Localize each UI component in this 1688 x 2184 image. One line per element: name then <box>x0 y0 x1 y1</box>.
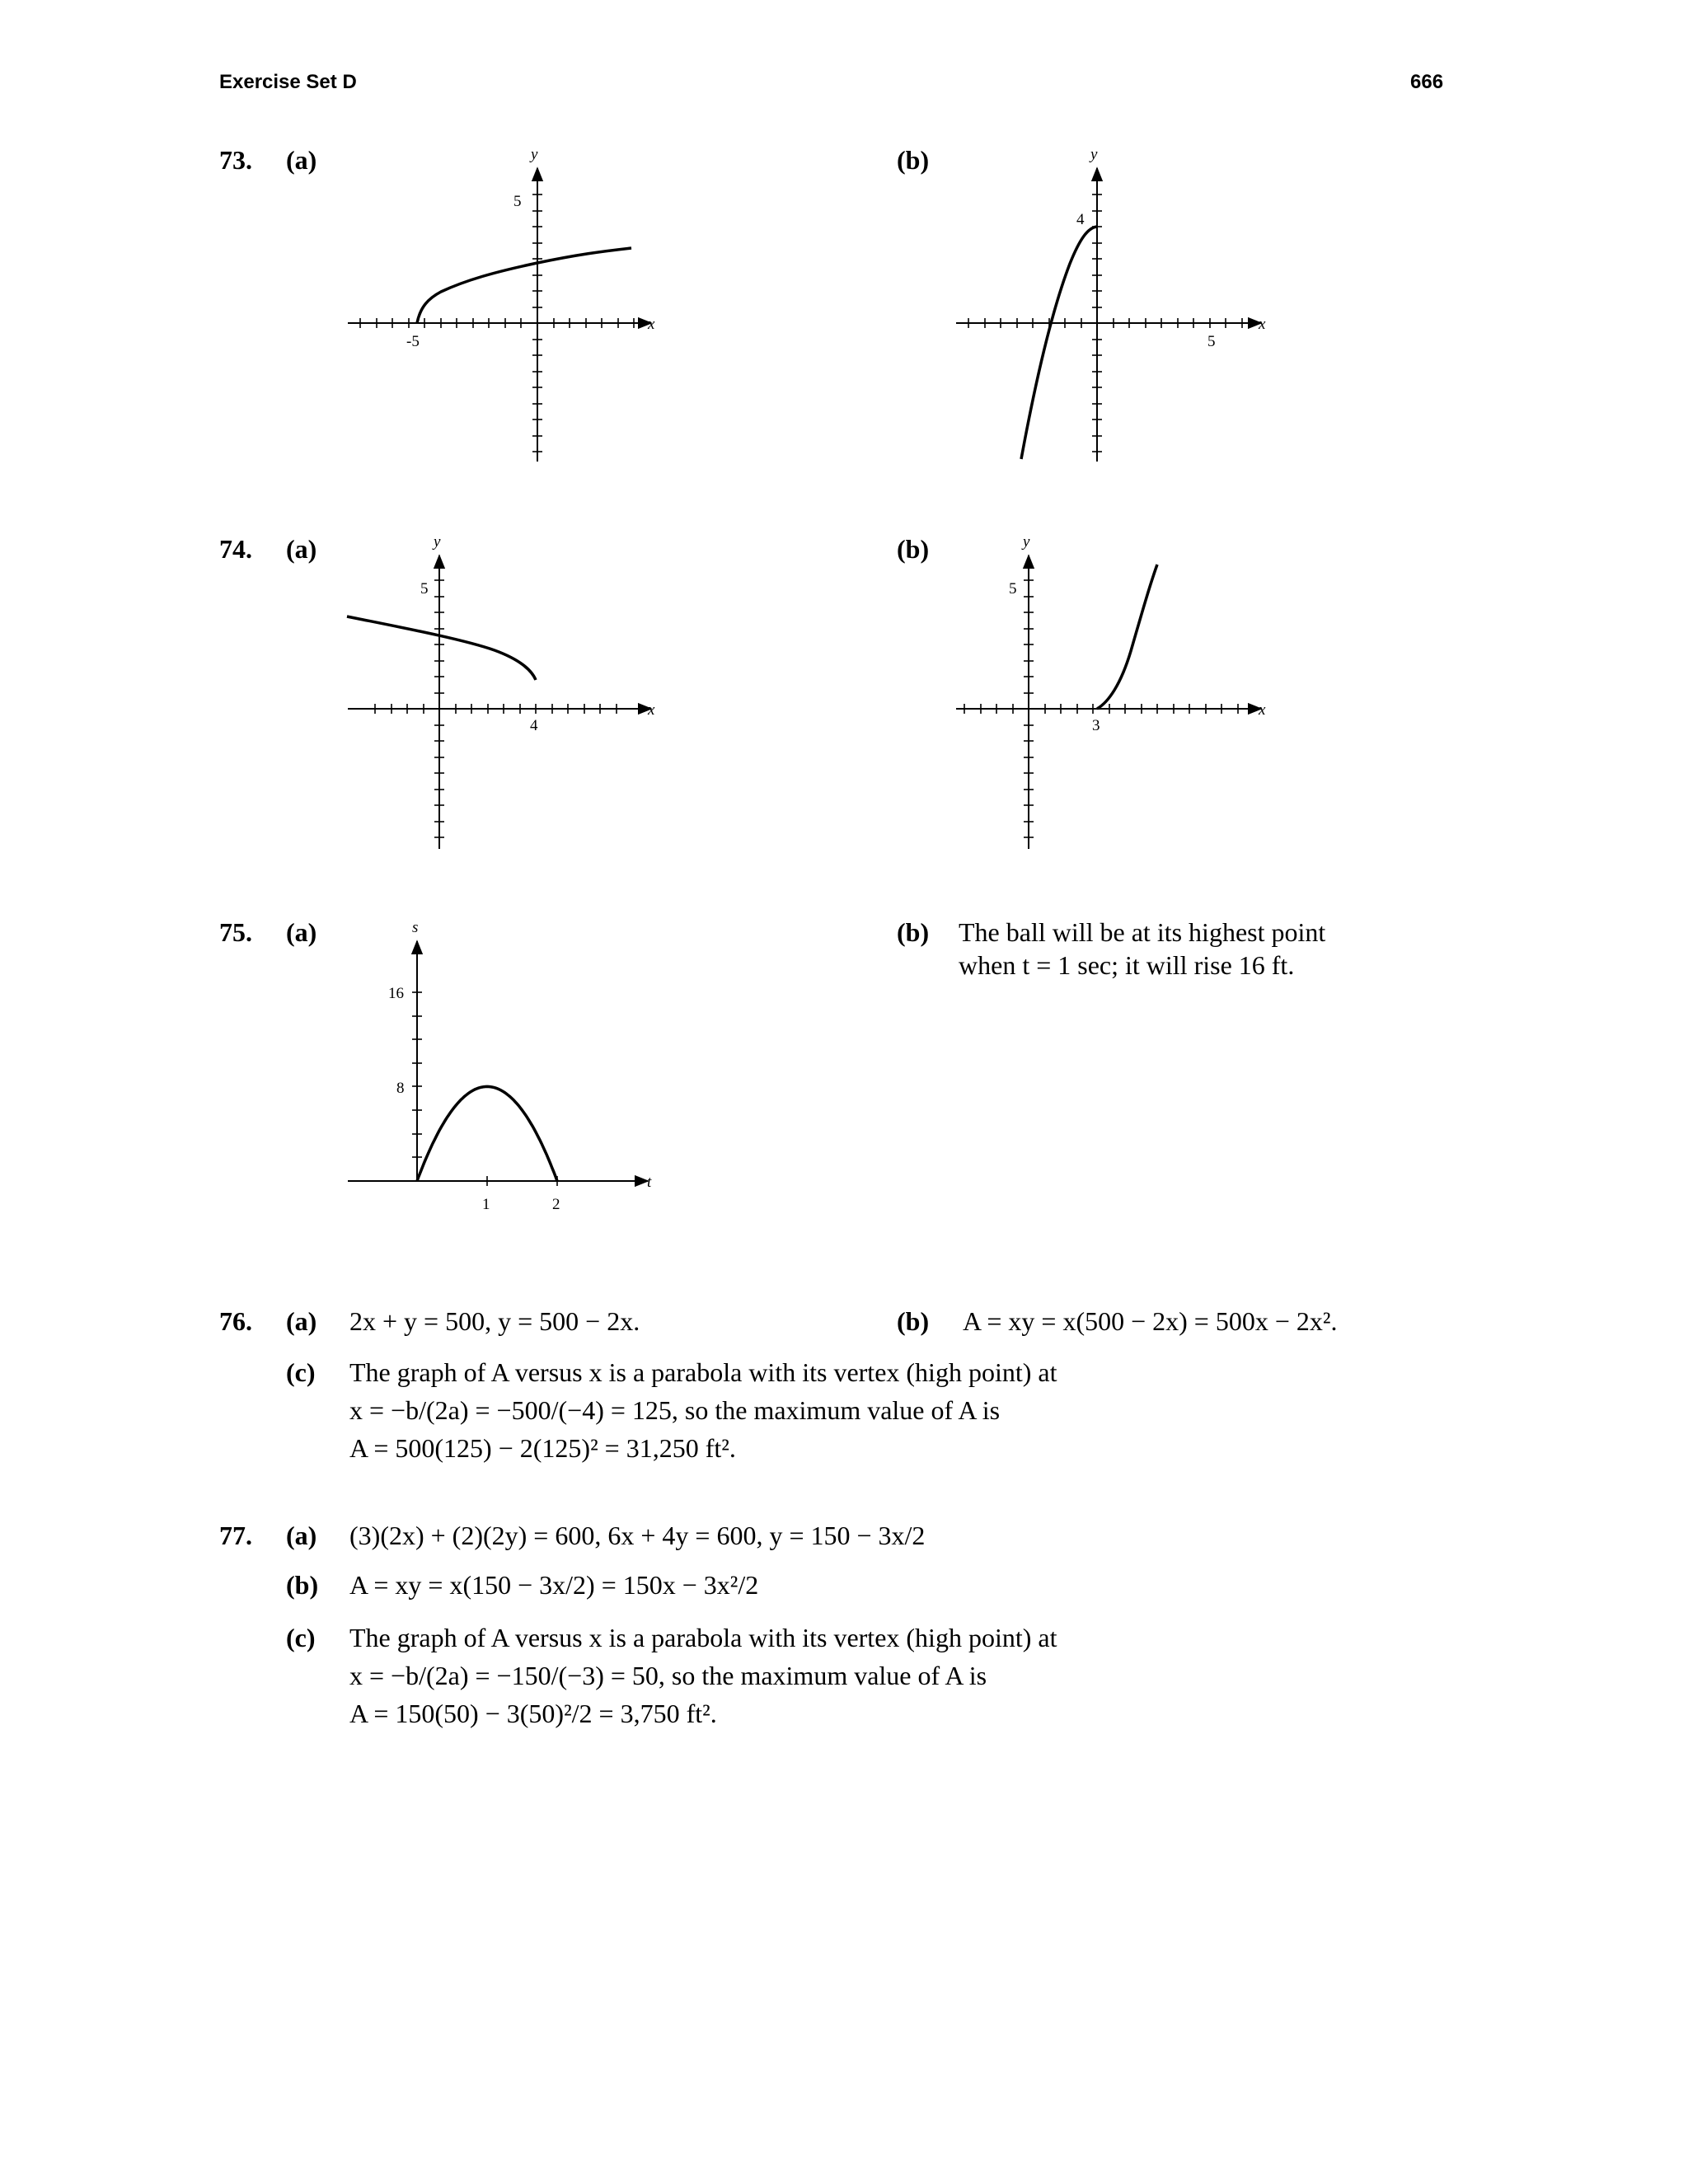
x-axis-label: x <box>648 701 655 719</box>
answer-76c-line1: The graph of A versus x is a parabola with its vertex (high point) at <box>349 1357 1057 1387</box>
y-tick-label: 5 <box>420 580 429 598</box>
part-label-75a: (a) <box>286 917 317 947</box>
part-label-77a: (a) <box>286 1521 317 1550</box>
problem-number-74: 74. <box>219 534 252 564</box>
y-tick-label: 5 <box>513 193 522 210</box>
answer-77a: (3)(2x) + (2)(2y) = 600, 6x + 4y = 600, y = 150 − 3x/2 <box>349 1521 926 1550</box>
graph-75a <box>348 919 652 1213</box>
y-axis-label: y <box>1090 146 1098 163</box>
problem-number-77: 77. <box>219 1521 252 1550</box>
y-tick-label: 4 <box>1076 211 1085 228</box>
x-axis-label: t <box>647 1174 652 1191</box>
answer-76b: A = xy = x(500 − 2x) = 500x − 2x². <box>963 1306 1338 1336</box>
graph-74a <box>347 533 655 849</box>
problem-number-75: 75. <box>219 917 252 947</box>
part-label-76c: (c) <box>286 1357 316 1387</box>
curve <box>417 248 631 323</box>
curve <box>347 616 536 680</box>
part-label-73b: (b) <box>897 145 930 175</box>
curve <box>1097 565 1157 709</box>
y-tick-label-16: 16 <box>388 985 404 1002</box>
part-label-77c: (c) <box>286 1623 316 1652</box>
section-title: Exercise Set D <box>219 71 357 93</box>
part-label-75b: (b) <box>897 917 930 947</box>
graph-73a <box>348 146 655 462</box>
x-axis-label: x <box>1259 701 1266 719</box>
x-tick-label-2: 2 <box>552 1196 560 1213</box>
page-number: 666 <box>1410 71 1444 93</box>
part-label-77b: (b) <box>286 1570 319 1600</box>
x-axis-label: x <box>1259 316 1266 333</box>
part-label-76a: (a) <box>286 1306 317 1336</box>
part-label-74a: (a) <box>286 534 317 564</box>
y-axis-label: s <box>412 919 419 936</box>
answer-77c-line2: x = −b/(2a) = −150/(−3) = 50, so the maximum value of A is <box>349 1661 987 1690</box>
curve <box>1021 227 1097 459</box>
part-label-73a: (a) <box>286 145 317 175</box>
answer-75b-line1: The ball will be at its highest point <box>959 917 1326 947</box>
y-tick-label: 5 <box>1009 580 1017 598</box>
part-label-76b: (b) <box>897 1306 930 1336</box>
problem-number-76: 76. <box>219 1306 252 1336</box>
y-axis-label: y <box>531 146 538 163</box>
x-tick-label: 4 <box>530 717 538 734</box>
problem-number-73: 73. <box>219 145 252 175</box>
x-tick-label: -5 <box>406 333 420 350</box>
y-axis-label: y <box>1023 533 1030 551</box>
answer-76c-line3: A = 500(125) − 2(125)² = 31,250 ft². <box>349 1433 736 1463</box>
y-axis-label: y <box>434 533 441 551</box>
answer-77c-line1: The graph of A versus x is a parabola with its vertex (high point) at <box>349 1623 1057 1652</box>
answer-77c-line3: A = 150(50) − 3(50)²/2 = 3,750 ft². <box>349 1699 717 1728</box>
graph-73b <box>956 146 1266 462</box>
x-tick-label: 5 <box>1207 333 1216 350</box>
answer-76a: 2x + y = 500, y = 500 − 2x. <box>349 1306 640 1336</box>
x-tick-label: 3 <box>1092 717 1100 734</box>
curve <box>417 1086 557 1181</box>
x-tick-label-1: 1 <box>482 1196 490 1213</box>
y-tick-label-8: 8 <box>396 1080 405 1097</box>
x-axis-label: x <box>648 316 655 333</box>
part-label-74b: (b) <box>897 534 930 564</box>
answer-77b: A = xy = x(150 − 3x/2) = 150x − 3x²/2 <box>349 1570 759 1600</box>
graph-74b <box>956 533 1266 849</box>
answer-75b-line2: when t = 1 sec; it will rise 16 ft. <box>959 950 1295 980</box>
answer-76c-line2: x = −b/(2a) = −500/(−4) = 125, so the maximum value of A is <box>349 1395 1001 1425</box>
